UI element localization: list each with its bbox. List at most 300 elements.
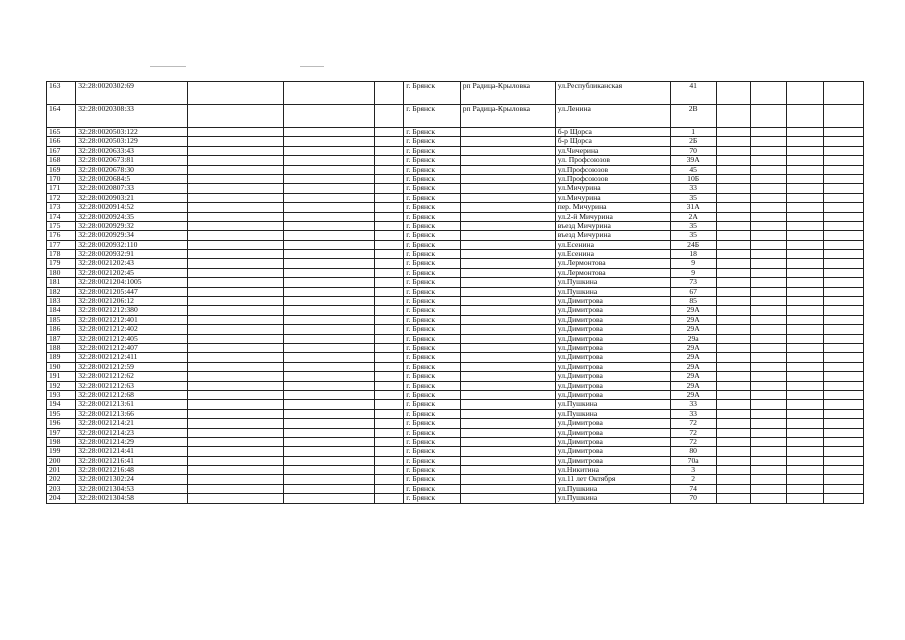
empty-cell xyxy=(824,82,864,105)
empty-cell xyxy=(751,447,787,456)
empty-cell xyxy=(375,156,404,165)
table-row xyxy=(47,419,864,428)
table-row xyxy=(47,297,864,306)
street-cell: ул.Пушкина xyxy=(555,278,670,287)
street-cell: ул.Димитрова xyxy=(555,343,670,352)
cadastral-number: 32:28:0020807:33 xyxy=(76,184,188,193)
house-number: 29А xyxy=(670,362,716,371)
house-number: 29А xyxy=(670,343,716,352)
empty-cell xyxy=(284,437,375,446)
locality-cell xyxy=(460,287,555,296)
empty-cell xyxy=(284,240,375,249)
city-cell: г. Брянск xyxy=(404,447,460,456)
street-cell: ул.Пушкина xyxy=(555,494,670,503)
city-cell: г. Брянск xyxy=(404,297,460,306)
empty-cell xyxy=(824,250,864,259)
empty-cell xyxy=(375,221,404,230)
empty-cell xyxy=(786,297,824,306)
row-number: 171 xyxy=(47,184,76,193)
city-cell: г. Брянск xyxy=(404,259,460,268)
house-number: 18 xyxy=(670,250,716,259)
street-cell: ул.Димитрова xyxy=(555,315,670,324)
street-cell: ул.Лермонтова xyxy=(555,259,670,268)
empty-cell xyxy=(716,259,750,268)
empty-cell xyxy=(284,334,375,343)
row-number: 198 xyxy=(47,437,76,446)
house-number: 72 xyxy=(670,419,716,428)
row-number: 163 xyxy=(47,82,76,105)
empty-cell xyxy=(188,494,284,503)
row-number: 172 xyxy=(47,193,76,202)
table-row xyxy=(47,343,864,352)
empty-cell xyxy=(284,390,375,399)
empty-cell xyxy=(824,268,864,277)
empty-cell xyxy=(786,137,824,146)
row-number: 175 xyxy=(47,221,76,230)
house-number: 73 xyxy=(670,278,716,287)
empty-cell xyxy=(188,268,284,277)
cadastral-number: 32:28:0021202:43 xyxy=(76,259,188,268)
empty-cell xyxy=(751,428,787,437)
empty-cell xyxy=(375,437,404,446)
house-number: 74 xyxy=(670,484,716,493)
empty-cell xyxy=(716,240,750,249)
empty-cell xyxy=(716,193,750,202)
empty-cell xyxy=(751,146,787,155)
empty-cell xyxy=(751,287,787,296)
table-row xyxy=(47,250,864,259)
house-number: 29А xyxy=(670,325,716,334)
locality-cell xyxy=(460,278,555,287)
row-number: 196 xyxy=(47,419,76,428)
empty-cell xyxy=(375,203,404,212)
empty-cell xyxy=(284,212,375,221)
empty-cell xyxy=(188,82,284,105)
locality-cell xyxy=(460,400,555,409)
locality-cell xyxy=(460,475,555,484)
table-row xyxy=(47,287,864,296)
empty-cell xyxy=(824,456,864,465)
empty-cell xyxy=(824,362,864,371)
street-cell: въезд Мичурина xyxy=(555,221,670,230)
empty-cell xyxy=(716,381,750,390)
house-number: 29А xyxy=(670,372,716,381)
street-cell: ул. Профсоюзов xyxy=(555,156,670,165)
empty-cell xyxy=(786,212,824,221)
empty-cell xyxy=(786,193,824,202)
empty-cell xyxy=(284,494,375,503)
empty-cell xyxy=(284,362,375,371)
cadastral-number: 32:28:0021213:61 xyxy=(76,400,188,409)
row-number: 201 xyxy=(47,466,76,475)
house-number: 33 xyxy=(670,184,716,193)
empty-cell xyxy=(284,193,375,202)
empty-cell xyxy=(751,409,787,418)
empty-cell xyxy=(716,475,750,484)
empty-cell xyxy=(375,353,404,362)
house-number: 2А xyxy=(670,212,716,221)
empty-cell xyxy=(375,315,404,324)
street-cell: ул.Димитрова xyxy=(555,428,670,437)
empty-cell xyxy=(188,353,284,362)
empty-cell xyxy=(751,165,787,174)
table-row xyxy=(47,137,864,146)
empty-cell xyxy=(375,484,404,493)
empty-cell xyxy=(284,221,375,230)
city-cell: г. Брянск xyxy=(404,212,460,221)
empty-cell xyxy=(786,419,824,428)
table-row xyxy=(47,278,864,287)
empty-cell xyxy=(284,466,375,475)
empty-cell xyxy=(824,466,864,475)
empty-cell xyxy=(375,400,404,409)
cadastral-number: 32:28:0021212:401 xyxy=(76,315,188,324)
empty-cell xyxy=(375,259,404,268)
locality-cell xyxy=(460,174,555,183)
table-row xyxy=(47,268,864,277)
house-number: 9 xyxy=(670,259,716,268)
empty-cell xyxy=(716,203,750,212)
empty-cell xyxy=(375,372,404,381)
empty-cell xyxy=(375,447,404,456)
empty-cell xyxy=(284,484,375,493)
empty-cell xyxy=(188,484,284,493)
empty-cell xyxy=(824,278,864,287)
row-number: 197 xyxy=(47,428,76,437)
table-row xyxy=(47,146,864,155)
street-cell: ул.Пушкина xyxy=(555,409,670,418)
empty-cell xyxy=(824,165,864,174)
cadastral-number: 32:28:0021212:68 xyxy=(76,390,188,399)
locality-cell xyxy=(460,343,555,352)
empty-cell xyxy=(824,400,864,409)
empty-cell xyxy=(375,306,404,315)
row-number: 178 xyxy=(47,250,76,259)
empty-cell xyxy=(375,287,404,296)
empty-cell xyxy=(188,184,284,193)
empty-cell xyxy=(716,353,750,362)
empty-cell xyxy=(751,400,787,409)
empty-cell xyxy=(716,447,750,456)
empty-cell xyxy=(716,128,750,137)
empty-cell xyxy=(751,353,787,362)
empty-cell xyxy=(786,390,824,399)
house-number: 72 xyxy=(670,428,716,437)
empty-cell xyxy=(786,372,824,381)
city-cell: г. Брянск xyxy=(404,325,460,334)
table-row xyxy=(47,212,864,221)
empty-cell xyxy=(824,306,864,315)
house-number: 33 xyxy=(670,400,716,409)
row-number: 176 xyxy=(47,231,76,240)
city-cell: г. Брянск xyxy=(404,381,460,390)
row-number: 187 xyxy=(47,334,76,343)
house-number: 70 xyxy=(670,146,716,155)
table-row xyxy=(47,447,864,456)
table-row xyxy=(47,128,864,137)
empty-cell xyxy=(786,381,824,390)
empty-cell xyxy=(188,456,284,465)
empty-cell xyxy=(786,409,824,418)
street-cell: ул.Димитрова xyxy=(555,362,670,371)
registry-table-page xyxy=(46,81,864,504)
locality-cell xyxy=(460,437,555,446)
empty-cell xyxy=(716,362,750,371)
house-number: 35 xyxy=(670,221,716,230)
city-cell: г. Брянск xyxy=(404,456,460,465)
empty-cell xyxy=(716,156,750,165)
empty-cell xyxy=(786,428,824,437)
empty-cell xyxy=(786,240,824,249)
house-number: 2 xyxy=(670,475,716,484)
row-number: 185 xyxy=(47,315,76,324)
empty-cell xyxy=(375,212,404,221)
locality-cell xyxy=(460,306,555,315)
house-number: 70а xyxy=(670,456,716,465)
city-cell: г. Брянск xyxy=(404,82,460,105)
empty-cell xyxy=(284,353,375,362)
empty-cell xyxy=(188,240,284,249)
cadastral-number: 32:28:0021214:23 xyxy=(76,428,188,437)
empty-cell xyxy=(824,447,864,456)
empty-cell xyxy=(824,409,864,418)
empty-cell xyxy=(284,456,375,465)
empty-cell xyxy=(716,278,750,287)
locality-cell xyxy=(460,146,555,155)
locality-cell xyxy=(460,165,555,174)
empty-cell xyxy=(751,184,787,193)
scan-mark xyxy=(150,66,186,67)
row-number: 194 xyxy=(47,400,76,409)
cadastral-number: 32:28:0021204:1005 xyxy=(76,278,188,287)
empty-cell xyxy=(751,437,787,446)
street-cell: ул.Пушкина xyxy=(555,400,670,409)
row-number: 200 xyxy=(47,456,76,465)
empty-cell xyxy=(786,231,824,240)
cadastral-number: 32:28:0021214:21 xyxy=(76,419,188,428)
city-cell: г. Брянск xyxy=(404,128,460,137)
table-row xyxy=(47,203,864,212)
table-row xyxy=(47,484,864,493)
locality-cell: рп Радица-Крыловка xyxy=(460,82,555,105)
cadastral-number: 32:28:0021212:411 xyxy=(76,353,188,362)
empty-cell xyxy=(751,494,787,503)
empty-cell xyxy=(786,259,824,268)
cadastral-number: 32:28:0020929:32 xyxy=(76,221,188,230)
house-number: 29А xyxy=(670,306,716,315)
cadastral-number: 32:28:0021212:407 xyxy=(76,343,188,352)
house-number: 2В xyxy=(670,105,716,128)
empty-cell xyxy=(786,484,824,493)
row-number: 192 xyxy=(47,381,76,390)
empty-cell xyxy=(375,268,404,277)
empty-cell xyxy=(375,456,404,465)
locality-cell xyxy=(460,484,555,493)
row-number: 195 xyxy=(47,409,76,418)
street-cell: ул.2-й Мичурина xyxy=(555,212,670,221)
locality-cell xyxy=(460,494,555,503)
empty-cell xyxy=(188,156,284,165)
empty-cell xyxy=(188,381,284,390)
empty-cell xyxy=(751,250,787,259)
locality-cell xyxy=(460,419,555,428)
city-cell: г. Брянск xyxy=(404,165,460,174)
table-row xyxy=(47,400,864,409)
empty-cell xyxy=(751,419,787,428)
house-number: 24Б xyxy=(670,240,716,249)
scan-mark xyxy=(300,66,324,67)
empty-cell xyxy=(751,240,787,249)
empty-cell xyxy=(716,484,750,493)
registry-table-body xyxy=(47,82,864,504)
empty-cell xyxy=(716,437,750,446)
table-row xyxy=(47,165,864,174)
table-row xyxy=(47,437,864,446)
empty-cell xyxy=(188,466,284,475)
empty-cell xyxy=(188,297,284,306)
street-cell: ул.Димитрова xyxy=(555,306,670,315)
empty-cell xyxy=(716,456,750,465)
locality-cell xyxy=(460,203,555,212)
row-number: 203 xyxy=(47,484,76,493)
locality-cell xyxy=(460,193,555,202)
table-row xyxy=(47,315,864,324)
empty-cell xyxy=(824,297,864,306)
city-cell: г. Брянск xyxy=(404,306,460,315)
empty-cell xyxy=(375,231,404,240)
city-cell: г. Брянск xyxy=(404,146,460,155)
table-row xyxy=(47,325,864,334)
empty-cell xyxy=(284,428,375,437)
empty-cell xyxy=(375,184,404,193)
locality-cell xyxy=(460,259,555,268)
empty-cell xyxy=(375,362,404,371)
empty-cell xyxy=(188,221,284,230)
house-number: 2Б xyxy=(670,137,716,146)
city-cell: г. Брянск xyxy=(404,484,460,493)
table-row xyxy=(47,494,864,503)
row-number: 164 xyxy=(47,105,76,128)
empty-cell xyxy=(824,325,864,334)
empty-cell xyxy=(824,484,864,493)
city-cell: г. Брянск xyxy=(404,184,460,193)
row-number: 183 xyxy=(47,297,76,306)
locality-cell xyxy=(460,137,555,146)
house-number: 41 xyxy=(670,82,716,105)
street-cell: ул.Димитрова xyxy=(555,390,670,399)
row-number: 190 xyxy=(47,362,76,371)
row-number: 202 xyxy=(47,475,76,484)
empty-cell xyxy=(751,105,787,128)
row-number: 193 xyxy=(47,390,76,399)
table-row xyxy=(47,193,864,202)
empty-cell xyxy=(188,334,284,343)
cadastral-number: 32:28:0021212:63 xyxy=(76,381,188,390)
empty-cell xyxy=(716,268,750,277)
empty-cell xyxy=(716,184,750,193)
city-cell: г. Брянск xyxy=(404,437,460,446)
empty-cell xyxy=(188,475,284,484)
locality-cell: рп Радица-Крыловка xyxy=(460,105,555,128)
empty-cell xyxy=(824,137,864,146)
empty-cell xyxy=(284,250,375,259)
empty-cell xyxy=(786,494,824,503)
cadastral-number: 32:28:0020678:30 xyxy=(76,165,188,174)
empty-cell xyxy=(188,174,284,183)
empty-cell xyxy=(824,128,864,137)
empty-cell xyxy=(751,334,787,343)
locality-cell xyxy=(460,128,555,137)
empty-cell xyxy=(188,128,284,137)
empty-cell xyxy=(284,372,375,381)
empty-cell xyxy=(786,105,824,128)
cadastral-number: 32:28:0021205:447 xyxy=(76,287,188,296)
empty-cell xyxy=(284,259,375,268)
empty-cell xyxy=(284,315,375,324)
empty-cell xyxy=(188,447,284,456)
empty-cell xyxy=(716,400,750,409)
locality-cell xyxy=(460,466,555,475)
empty-cell xyxy=(786,287,824,296)
table-row xyxy=(47,221,864,230)
city-cell: г. Брянск xyxy=(404,240,460,249)
empty-cell xyxy=(375,381,404,390)
empty-cell xyxy=(786,343,824,352)
locality-cell xyxy=(460,184,555,193)
empty-cell xyxy=(786,362,824,371)
empty-cell xyxy=(751,306,787,315)
empty-cell xyxy=(824,390,864,399)
empty-cell xyxy=(786,174,824,183)
street-cell: ул.Республиканская xyxy=(555,82,670,105)
street-cell: ул.Димитрова xyxy=(555,325,670,334)
empty-cell xyxy=(375,250,404,259)
locality-cell xyxy=(460,353,555,362)
empty-cell xyxy=(284,231,375,240)
locality-cell xyxy=(460,240,555,249)
cadastral-number: 32:28:0020673:81 xyxy=(76,156,188,165)
empty-cell xyxy=(716,306,750,315)
street-cell: въезд Мичурина xyxy=(555,231,670,240)
house-number: 85 xyxy=(670,297,716,306)
cadastral-number: 32:28:0021216:41 xyxy=(76,456,188,465)
empty-cell xyxy=(716,343,750,352)
empty-cell xyxy=(284,409,375,418)
house-number: 29А xyxy=(670,353,716,362)
empty-cell xyxy=(375,174,404,183)
empty-cell xyxy=(824,174,864,183)
locality-cell xyxy=(460,362,555,371)
empty-cell xyxy=(188,250,284,259)
empty-cell xyxy=(786,184,824,193)
empty-cell xyxy=(751,212,787,221)
empty-cell xyxy=(284,343,375,352)
empty-cell xyxy=(716,315,750,324)
empty-cell xyxy=(751,231,787,240)
empty-cell xyxy=(751,297,787,306)
city-cell: г. Брянск xyxy=(404,221,460,230)
street-cell: ул.Ленина xyxy=(555,105,670,128)
empty-cell xyxy=(284,297,375,306)
cadastral-number: 32:28:0020932:110 xyxy=(76,240,188,249)
locality-cell xyxy=(460,447,555,456)
empty-cell xyxy=(824,212,864,221)
table-row xyxy=(47,428,864,437)
empty-cell xyxy=(375,334,404,343)
cadastral-number: 32:28:0021216:48 xyxy=(76,466,188,475)
city-cell: г. Брянск xyxy=(404,137,460,146)
empty-cell xyxy=(284,278,375,287)
